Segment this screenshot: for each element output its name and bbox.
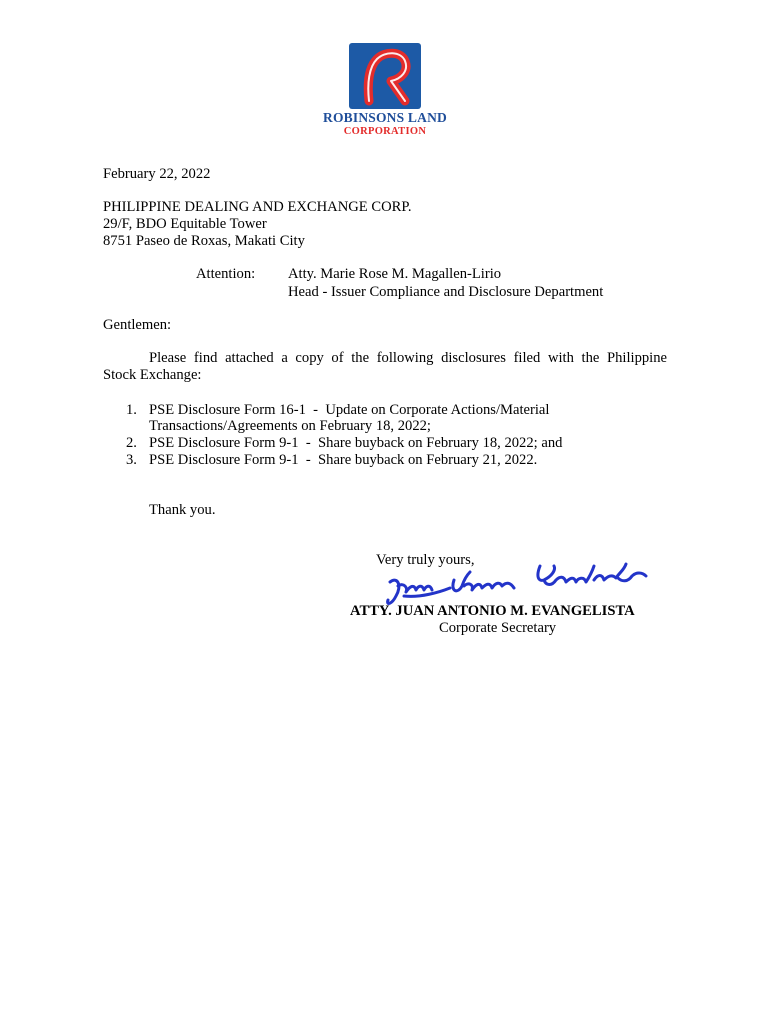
salutation: Gentlemen:	[103, 317, 172, 333]
attention-name: Atty. Marie Rose M. Magallen-Lirio	[288, 266, 502, 282]
complimentary-close: Very truly yours,	[376, 552, 475, 568]
list-item-line: PSE Disclosure Form 16-1 - Update on Corporate Actions/Material	[149, 402, 550, 418]
list-number: 3.	[126, 452, 137, 468]
attention-title: Head - Issuer Compliance and Disclosure Department	[288, 284, 604, 300]
signatory-title: Corporate Secretary	[439, 620, 557, 636]
company-logo-icon	[349, 43, 421, 109]
list-item-line: PSE Disclosure Form 9-1 - Share buyback on February 21, 2022.	[149, 452, 538, 468]
list-item-line: PSE Disclosure Form 9-1 - Share buyback on February 18, 2022; and	[149, 435, 563, 451]
list-number: 1.	[126, 402, 137, 418]
company-suffix: CORPORATION	[343, 126, 427, 137]
attention-label: Attention:	[196, 266, 256, 282]
list-number: 2.	[126, 435, 137, 451]
recipient-address-line1: 29/F, BDO Equitable Tower	[103, 216, 267, 232]
recipient-address-line2: 8751 Paseo de Roxas, Makati City	[103, 233, 305, 249]
signatory-name: ATTY. JUAN ANTONIO M. EVANGELISTA	[350, 603, 635, 619]
body-paragraph-line1: Please find attached a copy of the following disclosures filed with the Philippine	[149, 350, 667, 366]
list-item-line: Transactions/Agreements on February 18, 2022;	[149, 418, 431, 434]
company-name: ROBINSONS LAND	[323, 110, 447, 125]
body-paragraph-line2: Stock Exchange:	[103, 367, 202, 383]
closing-thanks: Thank you.	[149, 502, 216, 518]
letter-date: February 22, 2022	[103, 166, 211, 182]
recipient-name: PHILIPPINE DEALING AND EXCHANGE CORP.	[103, 199, 412, 215]
